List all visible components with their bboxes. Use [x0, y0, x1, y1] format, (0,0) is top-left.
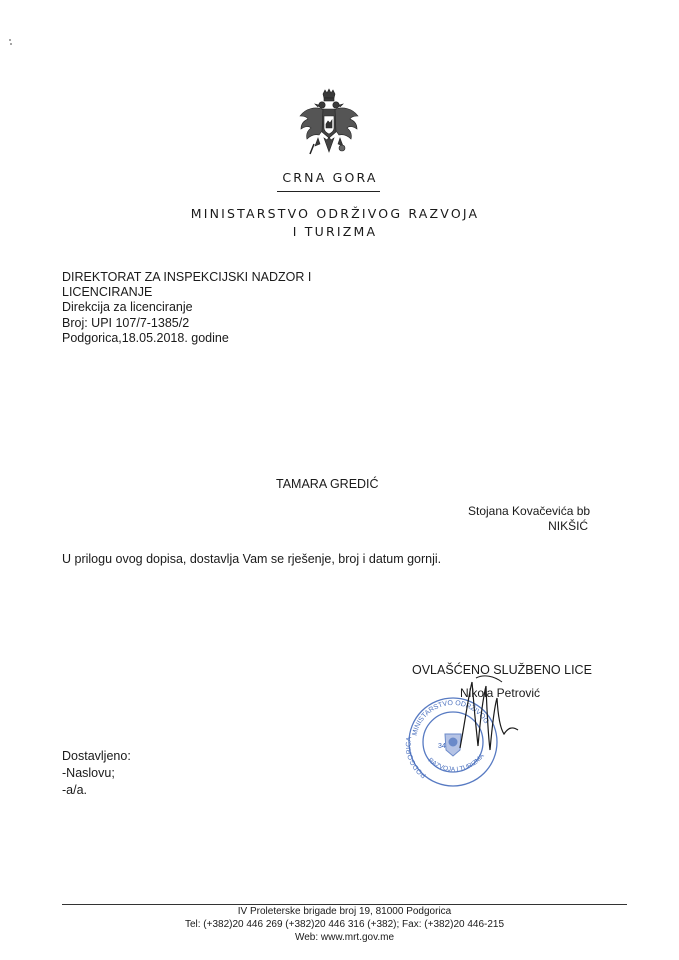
ministry-name-line1: MINISTARSTVO ODRŽIVOG RAZVOJA — [190, 206, 480, 221]
official-title: OVLAŠĆENO SLUŽBENO LICE — [412, 663, 592, 677]
ministry-name-line2: I TURIZMA — [292, 224, 378, 239]
recipient-name: TAMARA GREDIĆ — [276, 477, 379, 491]
signer-name: Nikola Petrović — [460, 686, 541, 700]
footer-address: IV Proleterske brigade broj 19, 81000 Podgorica — [237, 906, 452, 917]
directorate: Direkcija za licenciranje — [62, 300, 193, 315]
stamp-left-text: PODGORICA — [405, 736, 428, 779]
stamp-bottom-text: RAZVOJA I TURIZMA — [426, 752, 486, 774]
footer-contacts: Tel: (+382)20 446 269 (+382)20 446 316 (+382); Fax: (+382)20 446-215 — [184, 919, 505, 930]
department-line2: LICENCIRANJE — [62, 285, 153, 300]
delivery-label: Dostavljeno: — [62, 749, 131, 763]
footer-web: Web: www.mrt.gov.me — [294, 932, 395, 943]
svg-text:PODGORICA — [406, 736, 428, 779]
stamp-top-text: MINISTARSTVO ODRŽIVOG — [411, 699, 490, 737]
document-meta — [62, 270, 311, 346]
place-date: Podgorica,18.05.2018. godine — [62, 330, 229, 345]
delivery-list — [62, 748, 131, 799]
handwritten-signature-icon — [450, 668, 525, 763]
reference-number: Broj: UPI 107/7-1385/2 — [62, 315, 190, 330]
country-divider — [277, 191, 380, 192]
scan-speck — [8, 38, 13, 46]
delivery-item: -a/a. — [62, 783, 88, 797]
country-name: CRNA GORA — [282, 170, 378, 185]
recipient-street: Stojana Kovačevića bb — [468, 504, 591, 518]
stamp-number: 34 — [438, 743, 446, 750]
coat-of-arms-icon — [298, 88, 360, 166]
letter-body: U prilogu ovog dopisa, dostavlja Vam se rješenje, broj i datum gornji. — [62, 552, 442, 566]
recipient-city: NIKŠIĆ — [548, 519, 589, 533]
department-line1: DIREKTORAT ZA INSPEKCIJSKI NADZOR I — [62, 270, 312, 284]
recipient-address — [468, 504, 590, 534]
footer-divider — [62, 904, 627, 905]
delivery-item: -Naslovu; — [62, 766, 115, 780]
